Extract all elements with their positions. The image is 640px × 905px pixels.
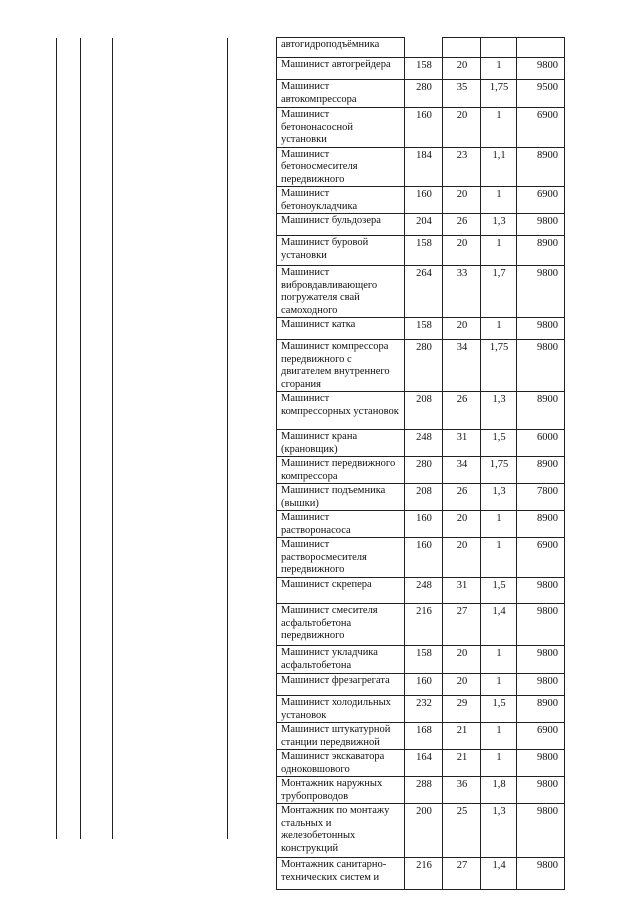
days-cell: 20 xyxy=(443,108,481,148)
hours-cell: 288 xyxy=(405,777,443,804)
pay-cell xyxy=(517,38,565,58)
name-cell: Машинист автогрейдера xyxy=(277,58,405,80)
days-cell: 27 xyxy=(443,858,481,890)
hours-cell: 168 xyxy=(405,723,443,750)
table-row xyxy=(277,266,565,318)
pay-cell: 7800 xyxy=(517,484,565,511)
pay-cell: 8900 xyxy=(517,457,565,484)
hours-cell: 248 xyxy=(405,578,443,604)
coef-cell: 1 xyxy=(481,674,517,696)
days-cell: 20 xyxy=(443,646,481,674)
name-cell: Машинист фрезагрегата xyxy=(277,674,405,696)
table-row xyxy=(277,578,565,604)
pay-cell: 9800 xyxy=(517,340,565,392)
table-row xyxy=(277,750,565,777)
pay-cell: 9800 xyxy=(517,578,565,604)
name-cell: Машинист вибровдавливающего погружателя свай самоходного xyxy=(277,266,405,318)
hours-cell: 160 xyxy=(405,187,443,214)
days-cell xyxy=(443,38,481,58)
name-cell: Монтажник санитарно-технических систем и xyxy=(277,858,405,890)
pay-cell: 9800 xyxy=(517,214,565,236)
left-column-line-3 xyxy=(112,38,113,839)
name-cell: Машинист холодильных установок xyxy=(277,696,405,723)
table-row xyxy=(277,858,565,890)
table-row xyxy=(277,604,565,646)
pay-cell: 8900 xyxy=(517,392,565,430)
coef-cell: 1 xyxy=(481,511,517,538)
pay-cell: 9800 xyxy=(517,858,565,890)
days-cell: 31 xyxy=(443,430,481,457)
name-cell: Машинист растворонасоса xyxy=(277,511,405,538)
days-cell: 35 xyxy=(443,80,481,108)
table-row xyxy=(277,696,565,723)
days-cell: 26 xyxy=(443,392,481,430)
coef-cell: 1,4 xyxy=(481,604,517,646)
coef-cell: 1,7 xyxy=(481,266,517,318)
table-row xyxy=(277,646,565,674)
coef-cell: 1,75 xyxy=(481,340,517,392)
days-cell: 20 xyxy=(443,187,481,214)
hours-cell: 216 xyxy=(405,604,443,646)
hours-cell: 216 xyxy=(405,858,443,890)
name-cell: Машинист растворосмесителя передвижного xyxy=(277,538,405,578)
coef-cell: 1,8 xyxy=(481,777,517,804)
hours-cell: 158 xyxy=(405,58,443,80)
name-cell: Машинист автокомпрессора xyxy=(277,80,405,108)
name-cell: Машинист укладчика асфальтобетона xyxy=(277,646,405,674)
days-cell: 33 xyxy=(443,266,481,318)
name-cell: Монтажник наружных трубопроводов xyxy=(277,777,405,804)
table-row xyxy=(277,777,565,804)
days-cell: 36 xyxy=(443,777,481,804)
days-cell: 34 xyxy=(443,457,481,484)
pay-cell: 9800 xyxy=(517,318,565,340)
pay-cell: 6900 xyxy=(517,108,565,148)
name-cell: Машинист смесителя асфальтобетона передвижного xyxy=(277,604,405,646)
pay-cell: 6000 xyxy=(517,430,565,457)
name-cell: Машинист бульдозера xyxy=(277,214,405,236)
table-row xyxy=(277,80,565,108)
name-cell: Монтажник по монтажу стальных и железобетонных конструкций xyxy=(277,804,405,858)
table-row xyxy=(277,340,565,392)
days-cell: 21 xyxy=(443,723,481,750)
coef-cell: 1,3 xyxy=(481,804,517,858)
coef-cell: 1,3 xyxy=(481,214,517,236)
days-cell: 31 xyxy=(443,578,481,604)
pay-cell: 9800 xyxy=(517,777,565,804)
table-row xyxy=(277,804,565,858)
hours-cell: 280 xyxy=(405,340,443,392)
name-cell: Машинист буровой установки xyxy=(277,236,405,266)
pay-cell: 8900 xyxy=(517,696,565,723)
hours-cell: 264 xyxy=(405,266,443,318)
coef-cell: 1,5 xyxy=(481,696,517,723)
hours-cell: 208 xyxy=(405,392,443,430)
left-column-line-2 xyxy=(80,38,81,839)
name-cell: Машинист бетононасосной установки xyxy=(277,108,405,148)
hours-cell: 160 xyxy=(405,538,443,578)
table-row xyxy=(277,430,565,457)
coef-cell: 1,3 xyxy=(481,392,517,430)
table-row xyxy=(277,723,565,750)
table-row xyxy=(277,236,565,266)
pay-cell: 9800 xyxy=(517,804,565,858)
table-row xyxy=(277,392,565,430)
table-row xyxy=(277,214,565,236)
days-cell: 21 xyxy=(443,750,481,777)
pay-cell: 8900 xyxy=(517,511,565,538)
hours-cell: 208 xyxy=(405,484,443,511)
coef-cell: 1 xyxy=(481,750,517,777)
days-cell: 20 xyxy=(443,538,481,578)
coef-cell: 1,5 xyxy=(481,578,517,604)
name-cell: Машинист подъемника (вышки) xyxy=(277,484,405,511)
name-cell: Машинист экскаватора одноковшового xyxy=(277,750,405,777)
days-cell: 29 xyxy=(443,696,481,723)
coef-cell: 1,75 xyxy=(481,80,517,108)
name-cell: Машинист бетоноукладчика xyxy=(277,187,405,214)
hours-cell xyxy=(405,38,443,58)
days-cell: 26 xyxy=(443,214,481,236)
coef-cell: 1,5 xyxy=(481,430,517,457)
coef-cell: 1 xyxy=(481,646,517,674)
pay-cell: 8900 xyxy=(517,147,565,187)
days-cell: 34 xyxy=(443,340,481,392)
hours-cell: 200 xyxy=(405,804,443,858)
hours-cell: 232 xyxy=(405,696,443,723)
coef-cell: 1 xyxy=(481,538,517,578)
table-row xyxy=(277,538,565,578)
pay-cell: 6900 xyxy=(517,538,565,578)
coef-cell: 1,3 xyxy=(481,484,517,511)
pay-cell: 9800 xyxy=(517,58,565,80)
coef-cell: 1,4 xyxy=(481,858,517,890)
name-cell: Машинист бетоносмесителя передвижного xyxy=(277,147,405,187)
hours-cell: 204 xyxy=(405,214,443,236)
hours-cell: 280 xyxy=(405,457,443,484)
name-cell: Машинист скрепера xyxy=(277,578,405,604)
days-cell: 26 xyxy=(443,484,481,511)
pay-cell: 8900 xyxy=(517,236,565,266)
name-cell: Машинист штукатурной станции передвижной xyxy=(277,723,405,750)
days-cell: 20 xyxy=(443,674,481,696)
rates-table xyxy=(276,37,565,890)
days-cell: 20 xyxy=(443,318,481,340)
coef-cell: 1,1 xyxy=(481,147,517,187)
table-row xyxy=(277,484,565,511)
rates-table-body xyxy=(277,38,565,890)
hours-cell: 248 xyxy=(405,430,443,457)
table-row xyxy=(277,38,565,58)
pay-cell: 9500 xyxy=(517,80,565,108)
coef-cell: 1 xyxy=(481,236,517,266)
hours-cell: 184 xyxy=(405,147,443,187)
table-row xyxy=(277,457,565,484)
name-cell: Машинист передвижного компрессора xyxy=(277,457,405,484)
pay-cell: 9800 xyxy=(517,266,565,318)
pay-cell: 9800 xyxy=(517,646,565,674)
hours-cell: 160 xyxy=(405,108,443,148)
hours-cell: 158 xyxy=(405,646,443,674)
days-cell: 23 xyxy=(443,147,481,187)
coef-cell: 1,75 xyxy=(481,457,517,484)
coef-cell: 1 xyxy=(481,58,517,80)
pay-cell: 9800 xyxy=(517,604,565,646)
table-row xyxy=(277,674,565,696)
pay-cell: 9800 xyxy=(517,750,565,777)
hours-cell: 158 xyxy=(405,236,443,266)
days-cell: 20 xyxy=(443,236,481,266)
table-row xyxy=(277,108,565,148)
coef-cell: 1 xyxy=(481,318,517,340)
hours-cell: 280 xyxy=(405,80,443,108)
days-cell: 20 xyxy=(443,58,481,80)
name-cell: Машинист компрессора передвижного с двигателем внутреннего сгорания xyxy=(277,340,405,392)
table-row xyxy=(277,147,565,187)
hours-cell: 160 xyxy=(405,511,443,538)
hours-cell: 160 xyxy=(405,674,443,696)
coef-cell: 1 xyxy=(481,723,517,750)
days-cell: 25 xyxy=(443,804,481,858)
hours-cell: 158 xyxy=(405,318,443,340)
name-cell: Машинист крана (крановщик) xyxy=(277,430,405,457)
coef-cell xyxy=(481,38,517,58)
pay-cell: 9800 xyxy=(517,674,565,696)
left-column-line-1 xyxy=(56,38,57,839)
table-row xyxy=(277,187,565,214)
table-row xyxy=(277,511,565,538)
coef-cell: 1 xyxy=(481,108,517,148)
pay-cell: 6900 xyxy=(517,723,565,750)
table-row xyxy=(277,318,565,340)
hours-cell: 164 xyxy=(405,750,443,777)
name-cell: Машинист компрессорных установок xyxy=(277,392,405,430)
coef-cell: 1 xyxy=(481,187,517,214)
days-cell: 20 xyxy=(443,511,481,538)
days-cell: 27 xyxy=(443,604,481,646)
name-cell: автогидроподъёмника xyxy=(277,38,405,58)
name-cell: Машинист катка xyxy=(277,318,405,340)
left-column-line-4 xyxy=(227,38,228,839)
pay-cell: 6900 xyxy=(517,187,565,214)
table-row xyxy=(277,58,565,80)
